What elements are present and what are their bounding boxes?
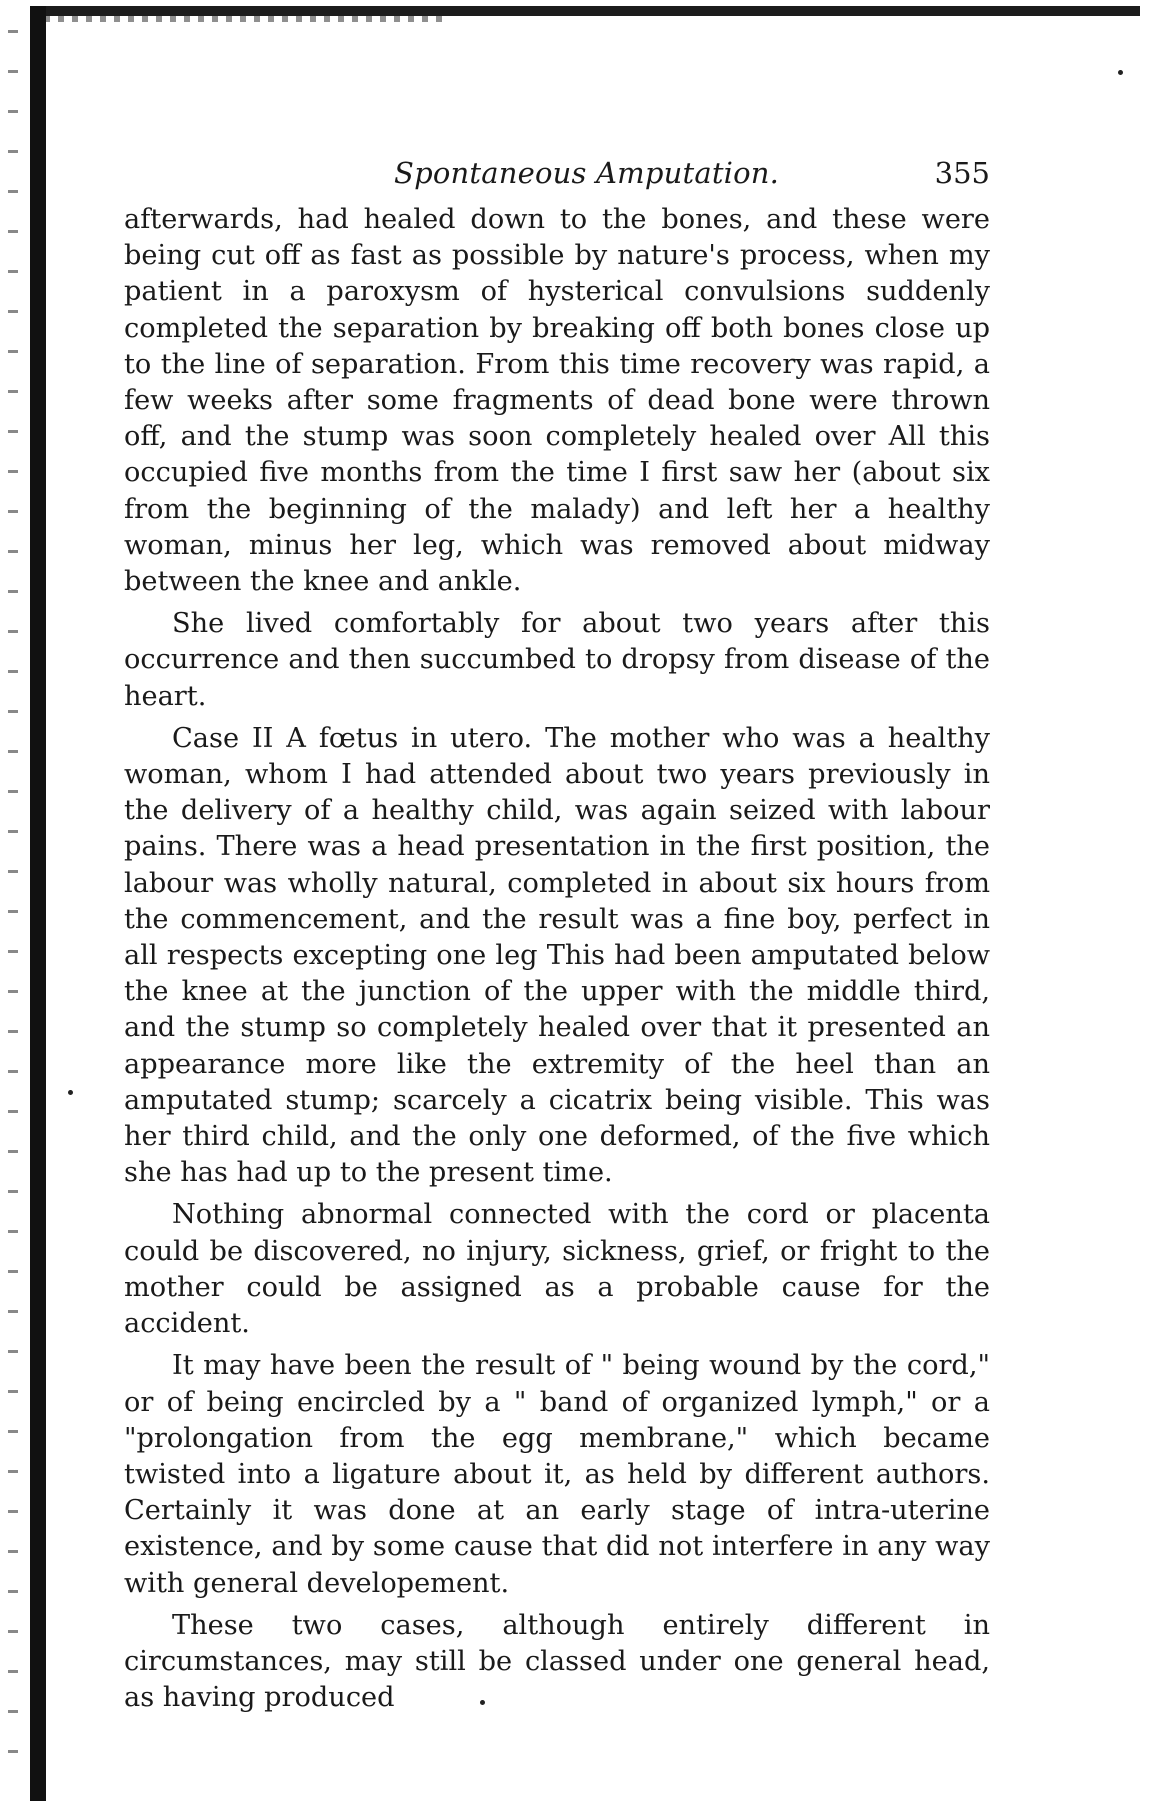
paragraph-continuation: afterwards, had healed down to the bones, and these were being cut off as fast as possible by nature's process, when my patient in a paroxysm of hysterical convulsions suddenly completed the separation by breaking off both bones close up to the line of separation. From this time recovery was rapid, a few weeks after some fragments of dead bone were thrown off, and the stump was soon completely healed over All this occupied five months from the time I first saw her (about six from the beginning of the malady) and left her a healthy woman, minus her leg, which was removed about midway between the knee and ankle. xyxy=(124,204,990,598)
paragraph: It may have been the result of " being wound by the cord," or of being encircled by a " band of organized lymph," or a "prolongation from the egg membrane," which became twisted into a ligature about it, as held by different authors. Certainly it was done at an early stage of intra-uterine existence, and by some cause that did not interfere in any way with general developement. xyxy=(124,1350,990,1599)
page-number: 355 xyxy=(934,156,990,190)
paragraph: These two cases, although entirely different in circumstances, may still be classed under one general head, as having produced xyxy=(124,1609,990,1714)
paragraph-case-two: Case II A fœtus in utero. The mother who was a healthy woman, whom I had attended about two years previously in the delivery of a healthy child, was again seized with labour pains. There was a head presentation in the first position, the labour was wholly natural, completed in about six hours from the commencement, and the result was a fine boy, perfect in all respects excepting one leg This had been amputated below the knee at the junction of the upper with the middle third, and the stump so completely healed over that it presented an appearance more like the extremity of the heel than an amputated stump; scarcely a cicatrix being visible. This was her third child, and the only one deformed, of the five which she has had up to the present time. xyxy=(124,722,990,1189)
scan-speck xyxy=(1118,70,1123,75)
scan-spine-shadow xyxy=(30,6,46,1801)
scan-speck xyxy=(68,1090,73,1095)
book-page xyxy=(124,150,990,1716)
scan-top-border xyxy=(30,6,1140,16)
scan-top-noise xyxy=(30,16,450,22)
body-text xyxy=(124,202,990,1716)
scan-edge-noise xyxy=(8,30,18,1790)
running-title: Spontaneous Amputation. xyxy=(394,156,780,190)
paragraph: She lived comfortably for about two years after this occurrence and then succumbed to dropsy from disease of the heart. xyxy=(124,608,990,712)
running-head xyxy=(124,150,990,190)
paragraph: Nothing abnormal connected with the cord or placenta could be discovered, no injury, sickness, grief, or fright to the mother could be assigned as a probable cause for the accident. xyxy=(124,1199,990,1340)
